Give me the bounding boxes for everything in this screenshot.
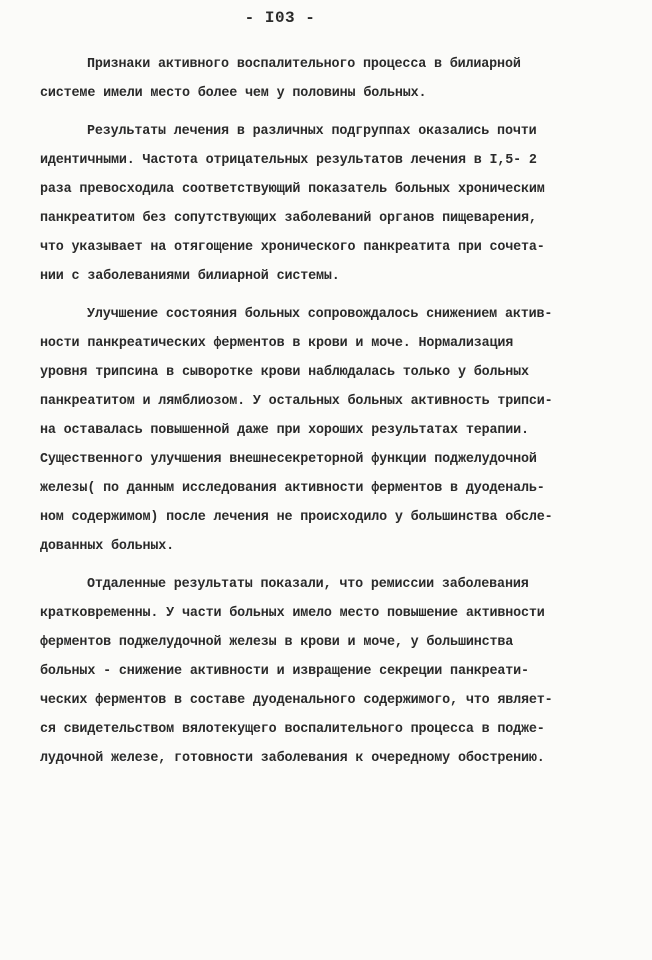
- text-line: Признаки активного воспалительного процесса в билиарной: [87, 57, 521, 72]
- text-line: дованных больных.: [40, 539, 175, 554]
- text-line: панкреатитом и лямблиозом. У остальных больных активность трипси-: [40, 394, 553, 409]
- text-line: Отдаленные результаты показали, что ремиссии заболевания: [87, 577, 529, 592]
- text-line: системе имели место более чем у половины больных.: [40, 86, 427, 101]
- body-text: [40, 50, 620, 773]
- text-line: Существенного улучшения внешнесекреторной функции поджелудочной: [40, 452, 537, 467]
- text-line: уровня трипсина в сыворотке крови наблюдалась только у больных: [40, 365, 529, 380]
- paragraph-1: [40, 50, 620, 108]
- text-line: что указывает на отягощение хронического панкреатита при сочета-: [40, 240, 545, 255]
- text-line: ческих ферментов в составе дуоденального содержимого, что являет-: [40, 693, 553, 708]
- text-line: лудочной железе, готовности заболевания к очередному обострению.: [40, 751, 545, 766]
- text-line: Улучшение состояния больных сопровождалось снижением актив-: [87, 307, 553, 322]
- text-line: раза превосходила соответствующий показатель больных хроническим: [40, 182, 545, 197]
- text-line: ном содержимом) после лечения не происходило у большинства обсле-: [40, 510, 553, 525]
- text-line: панкреатитом без сопутствующих заболеваний органов пищеварения,: [40, 211, 537, 226]
- paragraph-4: [40, 570, 620, 773]
- paragraph-2: [40, 117, 620, 291]
- text-line: ся свидетельством вялотекущего воспалительного процесса в подже-: [40, 722, 545, 737]
- text-line: идентичными. Частота отрицательных результатов лечения в I,5- 2: [40, 153, 537, 168]
- text-line: Результаты лечения в различных подгруппах оказались почти: [87, 124, 537, 139]
- text-line: кратковременны. У части больных имело место повышение активности: [40, 606, 545, 621]
- text-line: железы( по данным исследования активности ферментов в дуоденаль-: [40, 481, 545, 496]
- text-line: ности панкреатических ферментов в крови и моче. Нормализация: [40, 336, 514, 351]
- paragraph-3: [40, 300, 620, 561]
- text-line: больных - снижение активности и извращение секреции панкреати-: [40, 664, 529, 679]
- text-line: нии с заболеваниями билиарной системы.: [40, 269, 340, 284]
- page-number: - I03 -: [244, 9, 316, 27]
- text-line: на оставалась повышенной даже при хороших результатах терапии.: [40, 423, 529, 438]
- text-line: ферментов поджелудочной железы в крови и моче, у большинства: [40, 635, 514, 650]
